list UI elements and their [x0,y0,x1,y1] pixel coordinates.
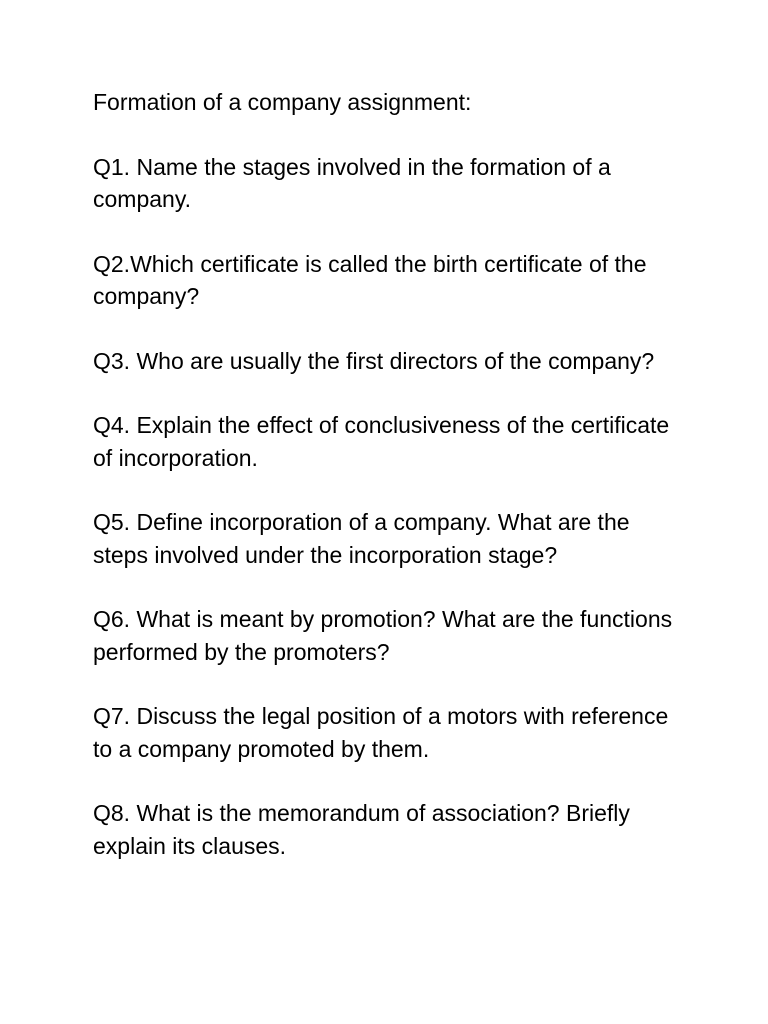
question-4: Q4. Explain the effect of conclusiveness of the certificate of incorporation. [93,412,670,471]
question-3: Q3. Who are usually the first directors of the company? [93,347,655,374]
question-8: Q8. What is the memorandum of association? Briefly explain its clauses. [93,800,630,859]
question-1: Q1. Name the stages involved in the formation of a company. [93,153,611,212]
question-7: Q7. Discuss the legal position of a motors with reference to a company promoted by them. [93,703,669,762]
question-5: Q5. Define incorporation of a company. What are the steps involved under the incorporation stage? [93,509,630,568]
question-2: Q2.Which certificate is called the birth certificate of the company? [93,250,647,309]
question-6: Q6. What is meant by promotion? What are the functions performed by the promoters? [93,606,673,665]
document-title: Formation of a company assignment: [93,89,472,115]
document-body [93,86,688,894]
